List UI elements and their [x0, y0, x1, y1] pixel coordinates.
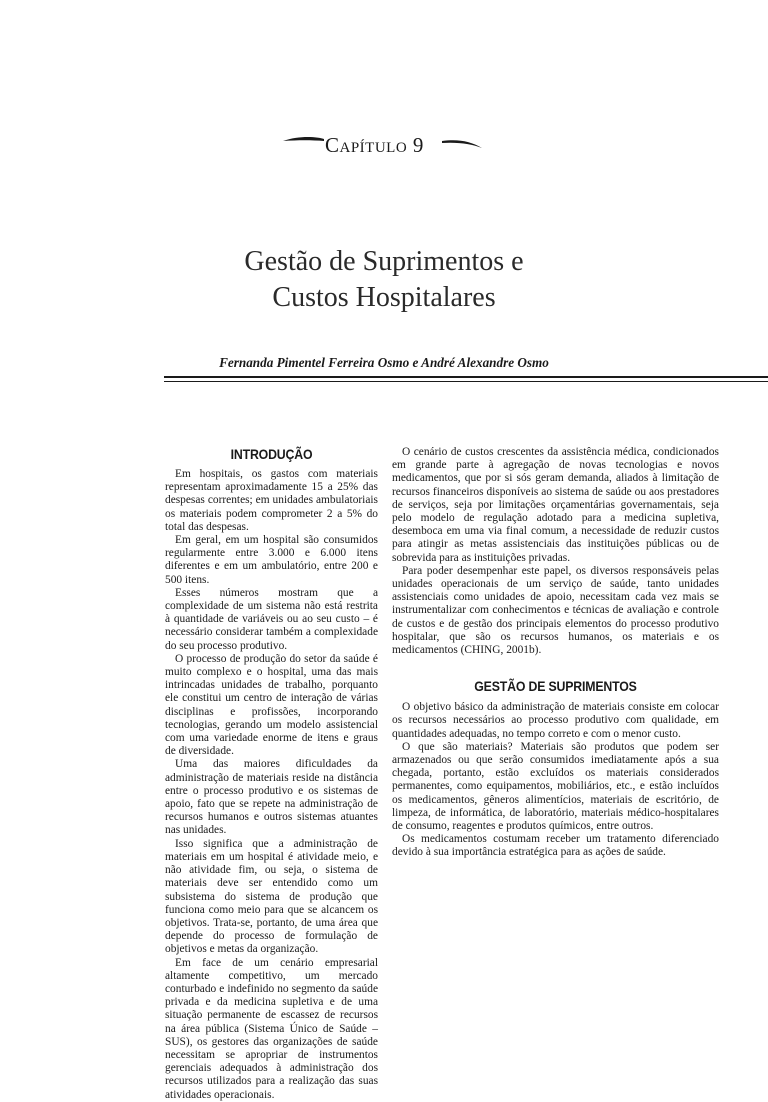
title-line-1: Gestão de Suprimentos e — [244, 246, 524, 277]
paragraph: O cenário de custos crescentes da assistência médica, condicionados em grande parte à agregação de novas tecnologias e novos medicamentos, que por si sós geram demanda, aliados à limitação de recursos financeiros disponíveis ao sistema de saúde ou aos prestadores de serviços, seja por limitações orçamentárias governamentais, seja pelo modelo de regulação adotado para a medicina supletiva, desemboca em uma via final comum, a necessidade de reduzir custos para atingir as metas assistenciais das instituições públicas ou de sobrevida para as instituições privadas. — [392, 446, 719, 564]
chapter-header — [0, 128, 768, 162]
divider-thick — [164, 376, 768, 378]
right-column — [392, 446, 719, 860]
section-heading-gestao-de-suprimentos: GESTÃO DE SUPRIMENTOS — [474, 678, 637, 695]
paragraph: Os medicamentos costumam receber um tratamento diferenciado devido à sua importância estratégica para as ações de saúde. — [392, 833, 719, 859]
paragraph: O que são materiais? Materiais são produtos que podem ser armazenados ou que serão consumidos imediatamente após a sua chegada, portanto, estão excluídos os materiais considerados permanentes, como equipamentos, mobiliários, etc., e estão incluídos os medicamentos, gêneros alimentícios, materiais de escritório, de limpeza, de informática, de laboratório, materiais médico-hospitalares de consumo, reagentes e produtos químicos, entre outros. — [392, 740, 719, 833]
chapter-label: Capítulo 9 — [325, 133, 424, 157]
paragraph: Em face de um cenário empresarial altamente competitivo, um mercado conturbado e indefinido no segmento da saúde privada e da medicina supletiva e de uma situação permanente de escassez de recursos na área pública (Sistema Único de Saúde – SUS), os gestores das organizações de saúde necessitam se apropriar de instrumentos gerenciais adequados à administração dos recursos utilizados para a realização das suas atividades operacionais. — [165, 956, 378, 1101]
paragraph: O objetivo básico da administração de materiais consiste em colocar os recursos necessários ao processo produtivo com qualidade, em quantidades adequadas, no tempo correto e com o menor custo. — [392, 701, 719, 740]
title-line-2: Custos Hospitalares — [272, 282, 496, 313]
heading-spacer — [392, 657, 719, 677]
page-title — [0, 244, 768, 316]
paragraph: Uma das maiores dificuldades da administração de materiais reside na distância entre o processo produtivo e os sistemas de apoio, fato que se repete na administração de recursos humanos e outros sistemas atuantes nas unidades. — [165, 758, 378, 837]
paragraph: Para poder desempenhar este papel, os diversos responsáveis pelas unidades operacionais de um serviço de saúde, tanto unidades assistenciais como unidades de apoio, necessitam cada vez mais se instrumentalizar com conhecimentos e técnicas de avaliação e controle de custos e de gestão dos principais elementos do processo produtivo hospitalar, que são os recursos humanos, os materiais e os medicamentos (CHING, 2001b). — [392, 564, 719, 657]
paragraph: O processo de produção do setor da saúde é muito complexo e o hospital, uma das mais intrincadas unidades de trabalho, porquanto ele constitui um centro de interação de várias disciplinas e profissões, incorporando tecnologias, gerando um modelo assistencial com uma variedade enorme de itens e graus de diversidade. — [165, 652, 378, 758]
divider-thin — [164, 381, 768, 382]
section-heading-introducao: INTRODUÇÃO — [230, 446, 313, 462]
paragraph: Em hospitais, os gastos com materiais representam aproximadamente 15 a 25% das despesas correntes; em unidades ambulatoriais os materiais podem comprometer 2 a 5% do total das despesas. — [165, 468, 378, 533]
paragraph: Isso significa que a administração de materiais em um hospital é atividade meio, e não atividade fim, ou seja, o sistema de materiais deve ser entendido como um subsistema do sistema de produção que funciona como meio para que se alcancem os objetivos. Trata-se, portanto, de uma área que depende do processo de formulação de objetivos e metas da organização. — [165, 837, 378, 956]
author-byline: Fernanda Pimentel Ferreira Osmo e André Alexandre Osmo — [219, 355, 549, 370]
paragraph: Em geral, em um hospital são consumidos regularmente entre 3.000 e 6.000 itens diferentes e em um ambulatório, entre 200 e 500 itens. — [165, 534, 378, 586]
left-column — [165, 446, 378, 1102]
paragraph: Esses números mostram que a complexidade de um sistema não está restrita à quantidade de variáveis ou ao seu custo – é necessário considerar também a complexidade do seu processo produtivo. — [165, 586, 378, 652]
